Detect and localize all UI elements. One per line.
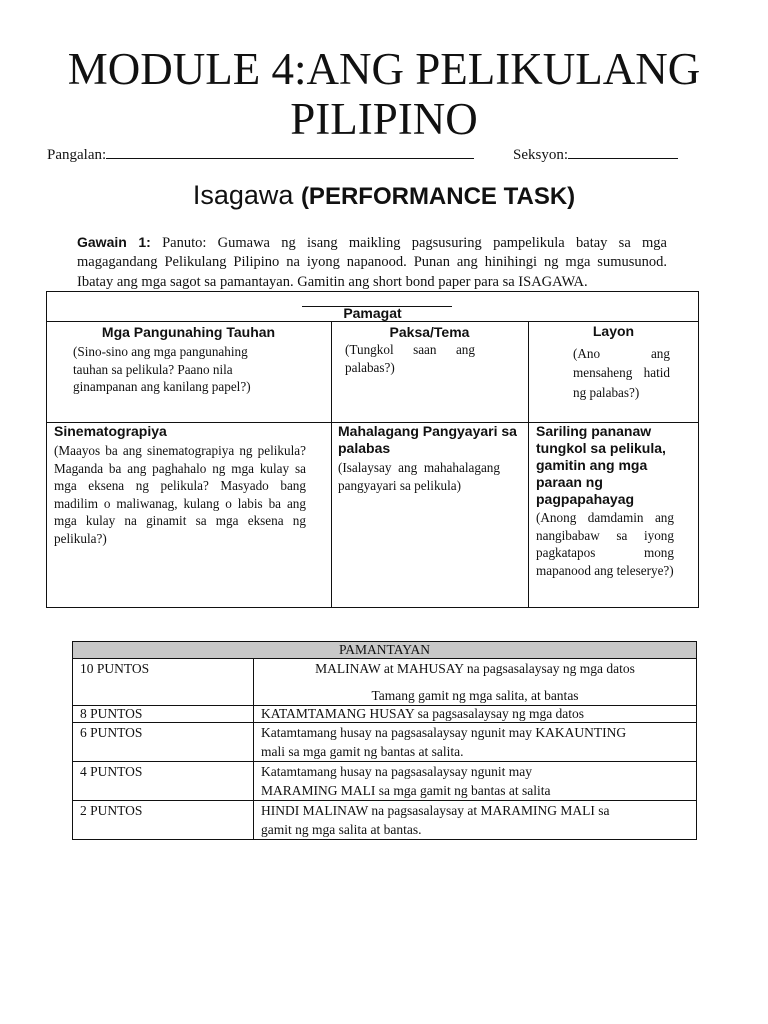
table-row bbox=[73, 762, 697, 801]
sariling-pananaw-prompt: (Anong damdamin ang nangibabaw sa iyong pagkatapos mong mapanood ang teleserye?) bbox=[536, 510, 674, 578]
criteria-line: MALINAW at MAHUSAY na pagsasalaysay ng mga datos bbox=[315, 661, 635, 676]
score-cell: 6 PUNTOS bbox=[73, 723, 254, 762]
table-row bbox=[73, 723, 697, 762]
grid-divider-col-2 bbox=[528, 321, 529, 607]
score-cell: 4 PUNTOS bbox=[73, 762, 254, 801]
criteria-line: Katamtamang husay na pagsasalaysay ngunit may KAKAUNTING bbox=[261, 725, 627, 740]
table-row bbox=[73, 659, 697, 706]
sinematograpiya-heading: Sinematograpiya bbox=[54, 423, 167, 439]
instructions-paragraph bbox=[77, 233, 667, 292]
isagawa-word: Isagawa bbox=[192, 180, 294, 210]
score-cell: 8 PUNTOS bbox=[73, 706, 254, 723]
isagawa-heading bbox=[0, 180, 768, 211]
module-title-line-2: PILIPINO bbox=[290, 94, 478, 144]
module-title-line-1: MODULE 4:ANG PELIKULANG bbox=[67, 44, 701, 94]
layon-prompt: (Ano ang mensaheng hatid ng palabas?) bbox=[573, 346, 670, 400]
criteria-line: KATAMTAMANG HUSAY sa pagsasalaysay ng mga datos bbox=[261, 706, 585, 721]
criteria-line: Tamang gamit ng mga salita, at bantas bbox=[371, 688, 579, 703]
criteria-line: HINDI MALINAW na pagsasalaysay at MARAMING MALI sa bbox=[261, 803, 610, 818]
student-info-row bbox=[47, 144, 569, 164]
mahalagang-pangyayari-heading: Mahalagang Pangyayari sa palabas bbox=[338, 423, 517, 456]
performance-task-label: (PERFORMANCE TASK) bbox=[300, 183, 576, 210]
module-title bbox=[0, 44, 768, 144]
criteria-line: MARAMING MALI sa mga gamit ng bantas at salita bbox=[261, 783, 551, 798]
criteria-line: Katamtamang husay na pagsasalaysay ngunit may bbox=[261, 764, 533, 779]
pamantayan-header: PAMANTAYAN bbox=[73, 642, 697, 659]
criteria-cell bbox=[254, 762, 697, 801]
grid-divider-pamagat bbox=[46, 321, 699, 322]
criteria-line: mali sa mga gamit ng bantas at salita. bbox=[261, 744, 464, 759]
criteria-cell bbox=[254, 706, 697, 723]
grid-divider-col-1 bbox=[331, 321, 332, 607]
mahalagang-pangyayari-prompt: (Isalaysay ang mahahalagang pangyayari sa pelikula) bbox=[338, 460, 500, 493]
score-cell: 10 PUNTOS bbox=[73, 659, 254, 706]
criteria-line: gamit ng mga salita at bantas. bbox=[261, 822, 422, 837]
name-label: Pangalan: bbox=[47, 147, 107, 163]
section-blank-line[interactable] bbox=[568, 144, 678, 159]
gawain-label: Gawain 1: bbox=[77, 234, 151, 250]
sinematograpiya-prompt: (Maayos ba ang sinematograpiya ng pelikula? Maganda ba ang paghahalo ng mga kulay sa mga eksena ng pelikula? Masyado bang madilim o maliwanag, kulang o labis ba ang mga kulay na ginamit sa mga eksena ng pelikula?) bbox=[54, 443, 306, 546]
section-field bbox=[513, 144, 678, 164]
tauhan-prompt: (Sino-sino ang mga pangunahing tauhan sa pelikula? Paano nila ginampanan ang kanilang papel?) bbox=[73, 344, 251, 394]
criteria-cell bbox=[254, 801, 697, 840]
criteria-cell bbox=[254, 659, 697, 706]
score-cell: 2 PUNTOS bbox=[73, 801, 254, 840]
table-row bbox=[73, 801, 697, 840]
paksa-prompt: (Tungkol saan ang palabas?) bbox=[345, 342, 475, 375]
pamantayan-table bbox=[72, 641, 697, 840]
layon-heading: Layon bbox=[592, 323, 635, 339]
instructions-text: Panuto: Gumawa ng isang maikling pagsusuring pampelikula batay sa mga magagandang Pelikulang Pilipino na iyong napanood. Punan ang hinihingi ng mga sumusunod. Ibatay ang mga sagot sa pamantayan. Gamitin ang short bond paper para sa ISAGAWA. bbox=[77, 235, 667, 290]
criteria-cell bbox=[254, 723, 697, 762]
paksa-heading: Paksa/Tema bbox=[389, 324, 470, 340]
sariling-pananaw-heading: Sariling pananaw tungkol sa pelikula, gamitin ang mga paraan ng pagpapahayag bbox=[536, 423, 666, 507]
pamantayan-header-row bbox=[73, 642, 697, 659]
section-label: Seksyon: bbox=[513, 147, 569, 163]
pamagat-label: Pamagat bbox=[343, 305, 402, 321]
tauhan-heading: Mga Pangunahing Tauhan bbox=[101, 324, 276, 340]
table-row bbox=[73, 706, 697, 723]
name-blank-line[interactable] bbox=[106, 144, 474, 159]
